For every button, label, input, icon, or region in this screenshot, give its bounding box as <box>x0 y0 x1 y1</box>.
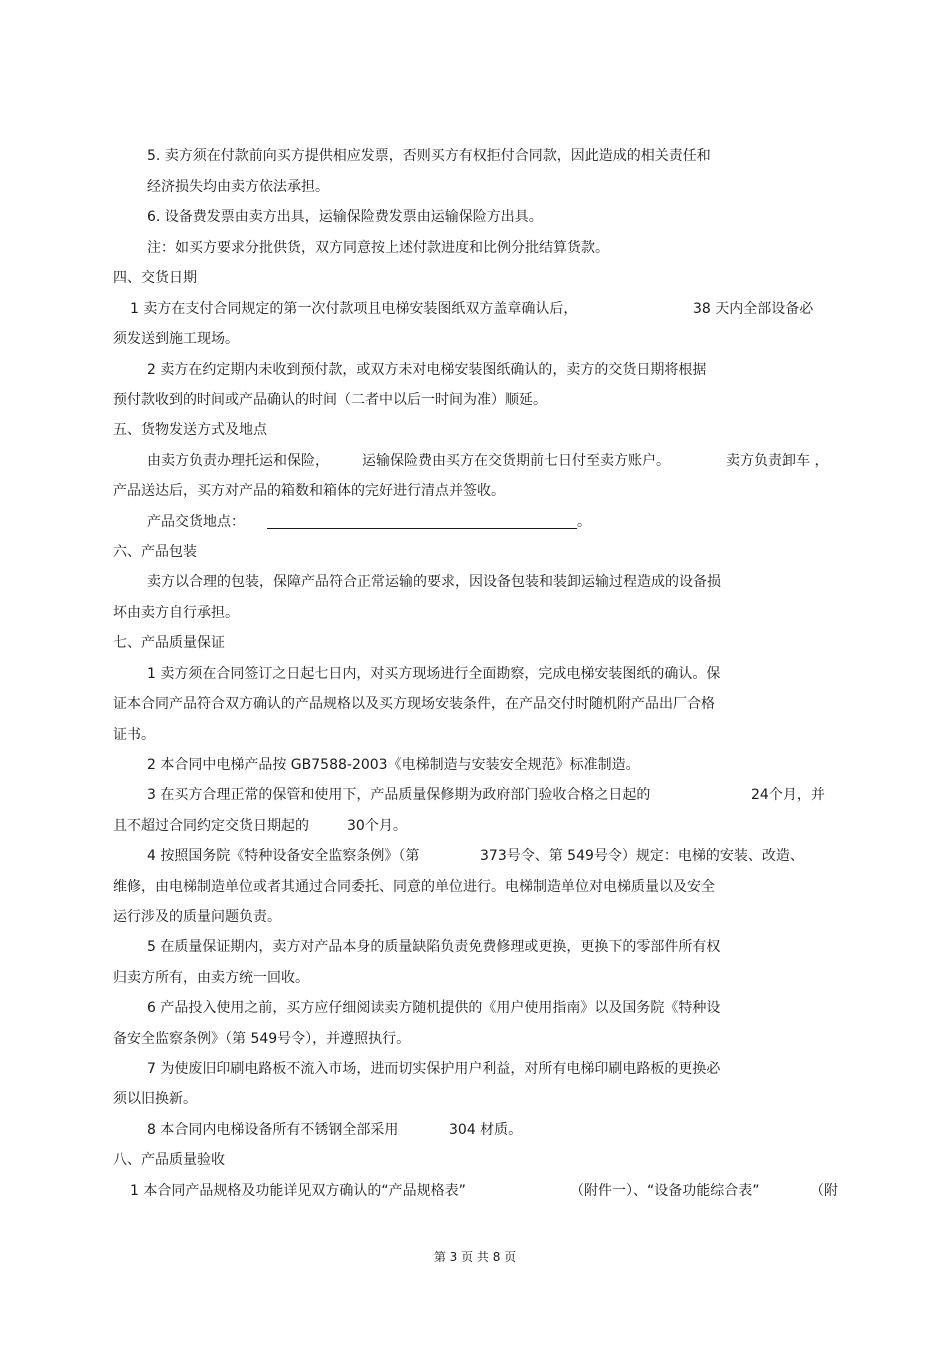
text-line: 6 产品投入使用之前，买方应仔细阅读卖方随机提供的《用户使用指南》以及国务院《特种设 <box>147 1000 721 1016</box>
text-line: 卖方负责卸车 ， <box>726 453 829 469</box>
text-line: 4 按照国务院《特种设备安全监察条例》（第 <box>147 848 420 864</box>
text-line: 38 天内全部设备必 <box>693 301 814 317</box>
delivery-location-blank <box>267 513 591 531</box>
text-line: 证书。 <box>113 727 155 743</box>
text-line: 3 在买方合理正常的保管和使用下，产品质量保修期为政府部门验收合格之日起的 <box>147 787 651 803</box>
text-line: 运行涉及的质量问题负责。 <box>113 909 281 925</box>
delivery-location-label: 产品交货地点： <box>147 514 245 530</box>
text-line: 备安全监察条例》（第 549号令），并遵照执行。 <box>113 1031 411 1047</box>
text-line: 注：如买方要求分批供货，双方同意按上述付款进度和比例分批结算货款。 <box>147 240 609 256</box>
text-line: 6. 设备费发票由卖方出具，运输保险费发票由运输保险方出具。 <box>147 209 543 225</box>
text-line: 。 <box>577 514 591 530</box>
text-line: 5. 卖方须在付款前向买方提供相应发票，否则买方有权拒付合同款，因此造成的相关责任和 <box>147 148 711 164</box>
text-line: 须以旧换新。 <box>113 1091 197 1107</box>
text-line: （附件一）、“设备功能综合表” <box>570 1183 760 1199</box>
text-line: 归卖方所有，由卖方统一回收。 <box>113 970 309 986</box>
text-line: 运输保险费由买方在交货期前七日付至卖方账户。 <box>362 453 670 469</box>
section-heading: 五、货物发送方式及地点 <box>113 422 267 438</box>
page-number-footer: 第 3 页 共 8 页 <box>433 1250 517 1264</box>
text-line: 8 本合同内电梯设备所有不锈钢全部采用 <box>147 1122 399 1138</box>
text-line: 1 卖方须在合同签订之日起七日内，对买方现场进行全面勘察，完成电梯安装图纸的确认。保 <box>147 666 721 682</box>
text-line: 预付款收到的时间或产品确认的时间（二者中以后一时间为准）顺延。 <box>113 392 547 408</box>
text-line: 坏由卖方自行承担。 <box>113 605 239 621</box>
text-line: 由卖方负责办理托运和保险， <box>147 453 329 469</box>
text-line: 1 卖方在支付合同规定的第一次付款项且电梯安装图纸双方盖章确认后， <box>130 301 578 317</box>
section-heading: 八、产品质量验收 <box>113 1152 225 1168</box>
text-line: 30个月。 <box>347 818 407 834</box>
text-line: 24个月，并 <box>751 787 825 803</box>
text-line: 须发送到施工现场。 <box>113 331 239 347</box>
text-line: 304 材质。 <box>449 1122 523 1138</box>
text-line: 2 本合同中电梯产品按 GB7588-2003《电梯制造与安装安全规范》标准制造。 <box>147 757 640 773</box>
text-line: 且不超过合同约定交货日期起的 <box>113 818 309 834</box>
section-heading: 四、交货日期 <box>113 270 197 286</box>
text-line: 维修，由电梯制造单位或者其通过合同委托、同意的单位进行。电梯制造单位对电梯质量以及安全 <box>113 879 715 895</box>
text-line: 373号令、第 549号令）规定：电梯的安装、改造、 <box>480 848 804 864</box>
text-line: （附 <box>810 1183 838 1199</box>
section-heading: 七、产品质量保证 <box>113 635 225 651</box>
text-line: 经济损失均由卖方依法承担。 <box>147 179 329 195</box>
text-line: 卖方以合理的包装，保障产品符合正常运输的要求，因设备包装和装卸运输过程造成的设备损 <box>147 574 721 590</box>
blank-underline <box>267 514 577 529</box>
text-line: 证本合同产品符合双方确认的产品规格以及买方现场安装条件，在产品交付时随机附产品出厂合格 <box>113 696 715 712</box>
section-heading: 六、产品包装 <box>113 544 197 560</box>
text-line: 5 在质量保证期内，卖方对产品本身的质量缺陷负责免费修理或更换，更换下的零部件所有权 <box>147 939 721 955</box>
text-line: 1 本合同产品规格及功能详见双方确认的“产品规格表” <box>130 1183 466 1199</box>
text-line: 2 卖方在约定期内未收到预付款，或双方未对电梯安装图纸确认的，卖方的交货日期将根据 <box>147 362 707 378</box>
text-line: 7 为使废旧印刷电路板不流入市场，进而切实保护用户利益，对所有电梯印刷电路板的更换必 <box>147 1061 721 1077</box>
text-line: 产品送达后，买方对产品的箱数和箱体的完好进行清点并签收。 <box>113 483 505 499</box>
